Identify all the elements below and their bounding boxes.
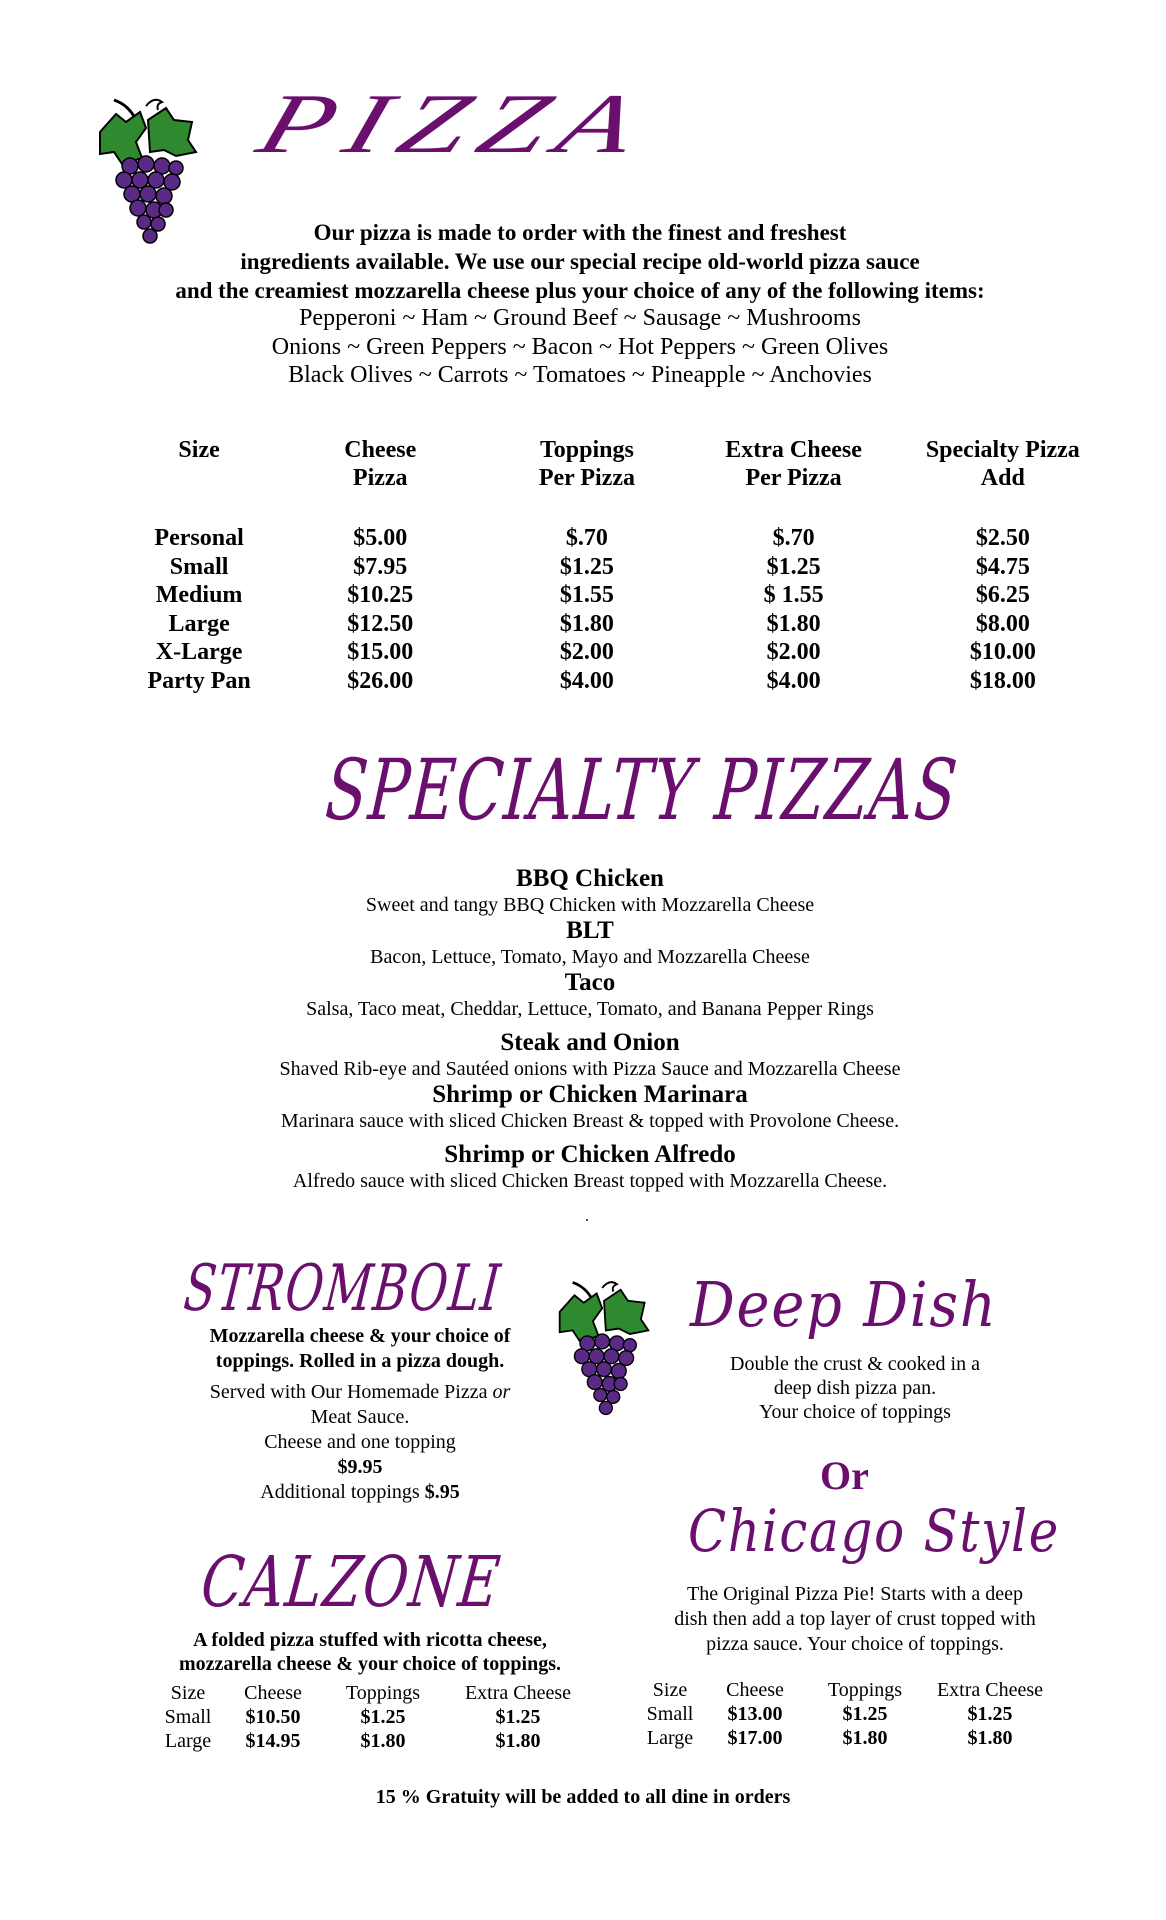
intro-line-2: ingredients available. We use our special recipe old-world pizza sauce <box>240 249 920 274</box>
separator-dot: . <box>585 1208 589 1225</box>
intro-text <box>80 218 1080 305</box>
chicago-price-table <box>640 1678 1060 1750</box>
header-specialty-add: Specialty Pizza Add <box>925 437 1080 491</box>
table-header: Size Cheese Toppings Extra Cheese <box>170 1682 572 1704</box>
list-item <box>180 1082 1000 1134</box>
calzone-description <box>150 1628 590 1676</box>
table-row: Large $12.50 $1.80 $1.80 $8.00 <box>168 610 1030 637</box>
stromboli-line-2: toppings. Rolled in a pizza dough. <box>215 1350 505 1372</box>
table-row: Medium $10.25 $1.55 $ 1.55 $6.25 <box>155 582 1030 608</box>
list-item <box>180 970 1000 1022</box>
calzone-line-2: mozzarella cheese & your choice of toppings. <box>179 1653 561 1675</box>
specialty-name: BBQ Chicken <box>516 865 664 892</box>
specialty-desc: Alfredo sauce with sliced Chicken Breast topped with Mozzarella Cheese. <box>292 1170 888 1192</box>
deep-dish-title: Deep Dish <box>690 1268 998 1341</box>
specialty-desc: Marinara sauce with sliced Chicken Breast & topped with Provolone Cheese. <box>280 1110 900 1132</box>
deep-dish-line-1: Double the crust & cooked in a <box>730 1353 980 1375</box>
stromboli-served: Served with Our Homemade Pizza or <box>209 1381 511 1403</box>
or-label: Or <box>820 1453 869 1498</box>
deep-dish-line-3: Your choice of toppings <box>759 1401 951 1423</box>
chicago-style-title: Chicago Style <box>688 1497 1060 1565</box>
stromboli-additional: Additional toppings $.95 <box>260 1481 460 1503</box>
table-row: Party Pan $26.00 $4.00 $4.00 $18.00 <box>147 667 1036 694</box>
specialty-desc: Sweet and tangy BBQ Chicken with Mozzarella Cheese <box>365 894 815 916</box>
list-item <box>180 1030 1000 1082</box>
calzone-line-1: A folded pizza stuffed with ricotta cheese, <box>193 1629 547 1651</box>
toppings-line-3: Black Olives ~ Carrots ~ Tomatoes ~ Pineapple ~ Anchovies <box>288 362 872 388</box>
stromboli-sauce: Meat Sauce. <box>310 1406 410 1428</box>
gratuity-note: 15 % Gratuity will be added to all dine in orders <box>375 1786 791 1808</box>
table-row: Large $17.00 $1.80 $1.80 <box>646 1727 1013 1749</box>
chicago-description <box>640 1582 1070 1657</box>
specialty-desc: Shaved Rib-eye and Sautéed onions with Pizza Sauce and Mozzarella Cheese <box>279 1058 901 1080</box>
table-row: Small $13.00 $1.25 $1.25 <box>646 1703 1013 1725</box>
intro-line-3: and the creamiest mozzarella cheese plus your choice of any of the following items: <box>175 278 985 303</box>
table-row: Small $7.95 $1.25 $1.25 $4.75 <box>169 553 1030 580</box>
calzone-title: CALZONE <box>197 1541 506 1623</box>
specialty-list <box>180 866 1000 1194</box>
specialty-pizzas-title: SPECIALTY PIZZAS <box>322 741 962 839</box>
price-table-header <box>120 436 1110 524</box>
specialty-name: BLT <box>566 917 614 944</box>
stromboli-price: $9.95 <box>337 1456 383 1478</box>
toppings-line-2: Onions ~ Green Peppers ~ Bacon ~ Hot Peppers ~ Green Olives <box>271 333 889 360</box>
chicago-line-3: pizza sauce. Your choice of toppings. <box>706 1633 1004 1655</box>
specialty-name: Shrimp or Chicken Alfredo <box>444 1141 736 1168</box>
price-table <box>120 436 1110 695</box>
list-item <box>180 918 1000 970</box>
table-header: Size Cheese Toppings Extra Cheese <box>652 1679 1044 1701</box>
intro-line-1: Our pizza is made to order with the finest and freshest <box>313 220 847 245</box>
specialty-name: Taco <box>564 969 616 996</box>
header-size: Size <box>178 437 220 463</box>
chicago-line-1: The Original Pizza Pie! Starts with a deep <box>686 1583 1023 1605</box>
toppings-line-1: Pepperoni ~ Ham ~ Ground Beef ~ Sausage ~ Mushrooms <box>299 305 861 331</box>
stromboli-title: STROMBOLI <box>180 1252 505 1326</box>
stromboli-one-topping: Cheese and one topping <box>264 1431 456 1453</box>
table-row: Personal $5.00 $.70 $.70 $2.50 <box>154 525 1030 551</box>
chicago-line-2: dish then add a top layer of crust topped with <box>674 1608 1036 1630</box>
header-toppings: Toppings Per Pizza <box>538 437 635 491</box>
stromboli-description <box>170 1324 550 1505</box>
deep-dish-line-2: deep dish pizza pan. <box>773 1377 937 1399</box>
specialty-name: Shrimp or Chicken Marinara <box>432 1081 748 1108</box>
specialty-name: Steak and Onion <box>500 1029 680 1056</box>
specialty-desc: Bacon, Lettuce, Tomato, Mayo and Mozzarella Cheese <box>370 946 810 968</box>
pizza-title: PIZZA <box>247 76 663 171</box>
calzone-price-table <box>158 1681 598 1753</box>
list-item <box>180 866 1000 918</box>
list-item <box>180 1142 1000 1194</box>
grapes-icon <box>556 1268 652 1426</box>
stromboli-line-1: Mozzarella cheese & your choice of <box>209 1325 511 1347</box>
table-row: Small $10.50 $1.25 $1.25 <box>164 1706 541 1728</box>
table-row: X-Large $15.00 $2.00 $2.00 $10.00 <box>155 639 1036 665</box>
header-extra-cheese: Extra Cheese Per Pizza <box>725 437 862 491</box>
specialty-desc: Salsa, Taco meat, Cheddar, Lettuce, Tomato, and Banana Pepper Rings <box>306 998 874 1020</box>
deep-dish-description <box>690 1352 1020 1424</box>
table-row: Large $14.95 $1.80 $1.80 <box>164 1730 541 1752</box>
toppings-list <box>80 304 1080 390</box>
header-cheese-pizza: Cheese Pizza <box>344 437 417 491</box>
